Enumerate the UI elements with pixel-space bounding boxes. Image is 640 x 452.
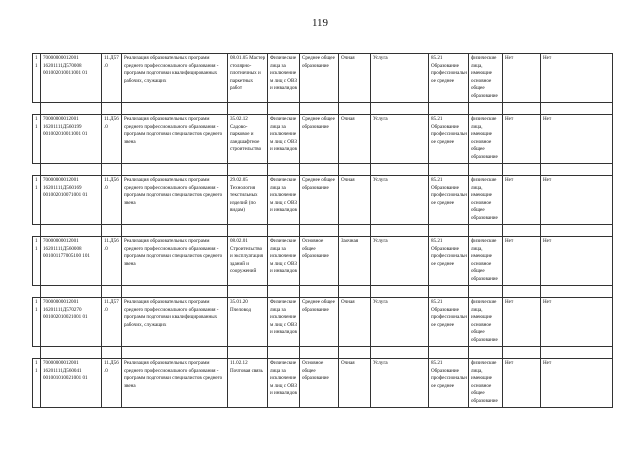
okved-cell: 85.21 Образование профессиональное среднее: [429, 115, 469, 164]
okved-cell: 85.21 Образование профессиональное среднее: [429, 237, 469, 286]
program-cell: 35.01.20 Пчеловод: [228, 298, 268, 347]
registry-number-cell: 70000000012001 16201111Д570270 001002010021001 01: [41, 298, 102, 347]
spacer-cell: [228, 164, 268, 176]
spacer-cell: [102, 347, 122, 359]
spacer-cell: [102, 225, 122, 237]
spacer-cell: [469, 225, 503, 237]
spacer-cell: [371, 225, 429, 237]
service-type-cell: Услуга: [371, 54, 429, 103]
service-name-cell: Реализация образовательных программ среднего профессионального образования - программ подготовки специалистов среднего звена: [122, 176, 228, 225]
flag-cell-1: Нет: [503, 359, 541, 408]
study-form-cell: Очная: [339, 54, 371, 103]
row-number-cell: 11: [33, 54, 41, 103]
consumers-cell: физические лица, имеющие основное общее образование: [469, 359, 503, 408]
row-spacer: [33, 225, 613, 237]
flag-cell-1: Нет: [503, 115, 541, 164]
spacer-cell: [371, 164, 429, 176]
service-code-cell: 11.Д56.0: [102, 176, 122, 225]
row-number-cell: 11: [33, 237, 41, 286]
spacer-cell: [41, 225, 102, 237]
registry-number-cell: 70000000012001 16201111Д560008 001001177005100 101: [41, 237, 102, 286]
flag-cell-2: Нет: [541, 176, 613, 225]
service-name-cell: Реализация образовательных программ среднего профессионального образования - программ подготовки специалистов среднего звена: [122, 237, 228, 286]
spacer-cell: [339, 347, 371, 359]
spacer-cell: [122, 225, 228, 237]
education-base-cell: Основное общее образование: [300, 237, 339, 286]
service-registry-table: [32, 53, 613, 408]
service-name-cell: Реализация образовательных программ среднего профессионального образования - программ подготовки квалифицированных рабочих, служащих: [122, 54, 228, 103]
service-type-cell: Услуга: [371, 359, 429, 408]
consumers-cell: физические лица, имеющие основное общее образование: [469, 298, 503, 347]
program-cell: 11.02.12 Почтовая связь: [228, 359, 268, 408]
spacer-cell: [541, 164, 613, 176]
spacer-cell: [371, 347, 429, 359]
education-base-cell: Основное общее образование: [300, 359, 339, 408]
education-base-cell: Среднее общее образование: [300, 54, 339, 103]
spacer-cell: [300, 103, 339, 115]
spacer-cell: [503, 347, 541, 359]
row-number-cell: 11: [33, 115, 41, 164]
spacer-cell: [339, 103, 371, 115]
consumer-category-cell: Физические лица за исключением лиц с ОВЗ и инвалидов: [268, 54, 300, 103]
spacer-cell: [33, 164, 41, 176]
spacer-cell: [102, 286, 122, 298]
spacer-cell: [469, 347, 503, 359]
spacer-cell: [541, 103, 613, 115]
spacer-cell: [33, 347, 41, 359]
okved-cell: 85.21 Образование профессиональное среднее: [429, 359, 469, 408]
flag-cell-1: Нет: [503, 237, 541, 286]
spacer-cell: [33, 225, 41, 237]
consumer-category-cell: Физические лица за исключением лиц с ОВЗ и инвалидов: [268, 237, 300, 286]
spacer-cell: [429, 103, 469, 115]
service-code-cell: 11.Д57.0: [102, 54, 122, 103]
spacer-cell: [541, 286, 613, 298]
registry-number-cell: 70000000012001 16201111Д560169 001002010071001 01: [41, 176, 102, 225]
service-type-cell: Услуга: [371, 298, 429, 347]
spacer-cell: [429, 347, 469, 359]
table-row: [33, 176, 613, 225]
spacer-cell: [469, 103, 503, 115]
service-code-cell: 11.Д56.0: [102, 237, 122, 286]
consumers-cell: физические лица, имеющие основное общее образование: [469, 176, 503, 225]
spacer-cell: [228, 347, 268, 359]
okved-cell: 85.21 Образование профессиональное среднее: [429, 176, 469, 225]
row-spacer: [33, 164, 613, 176]
spacer-cell: [41, 286, 102, 298]
spacer-cell: [268, 103, 300, 115]
spacer-cell: [41, 103, 102, 115]
spacer-cell: [300, 347, 339, 359]
education-base-cell: Среднее общее образование: [300, 115, 339, 164]
spacer-cell: [122, 347, 228, 359]
service-type-cell: Услуга: [371, 176, 429, 225]
spacer-cell: [228, 286, 268, 298]
spacer-cell: [339, 286, 371, 298]
spacer-cell: [122, 286, 228, 298]
spacer-cell: [339, 225, 371, 237]
flag-cell-1: Нет: [503, 298, 541, 347]
education-base-cell: Среднее общее образование: [300, 176, 339, 225]
service-code-cell: 11.Д56.0: [102, 359, 122, 408]
service-code-cell: 11.Д56.0: [102, 115, 122, 164]
spacer-cell: [33, 286, 41, 298]
spacer-cell: [503, 103, 541, 115]
study-form-cell: Очная: [339, 115, 371, 164]
table-row: [33, 359, 613, 408]
row-spacer: [33, 103, 613, 115]
study-form-cell: Очная: [339, 176, 371, 225]
education-base-cell: Среднее общее образование: [300, 298, 339, 347]
flag-cell-1: Нет: [503, 176, 541, 225]
spacer-cell: [503, 225, 541, 237]
study-form-cell: Заочная: [339, 237, 371, 286]
spacer-cell: [503, 286, 541, 298]
consumers-cell: физические лица, имеющие основное общее образование: [469, 115, 503, 164]
consumers-cell: физические лица, имеющие основное общее образование: [469, 237, 503, 286]
study-form-cell: Очная: [339, 298, 371, 347]
spacer-cell: [41, 347, 102, 359]
consumer-category-cell: Физические лица за исключением лиц с ОВЗ и инвалидов: [268, 298, 300, 347]
consumer-category-cell: Физические лица за исключением лиц с ОВЗ и инвалидов: [268, 115, 300, 164]
flag-cell-2: Нет: [541, 298, 613, 347]
spacer-cell: [339, 164, 371, 176]
registry-number-cell: 70000000012001 16201111Д560199 001002010011001 01: [41, 115, 102, 164]
flag-cell-2: Нет: [541, 359, 613, 408]
okved-cell: 85.21 Образование профессиональное среднее: [429, 298, 469, 347]
spacer-cell: [102, 164, 122, 176]
spacer-cell: [429, 164, 469, 176]
service-type-cell: Услуга: [371, 115, 429, 164]
spacer-cell: [503, 164, 541, 176]
service-code-cell: 11.Д57.0: [102, 298, 122, 347]
spacer-cell: [102, 103, 122, 115]
spacer-cell: [541, 225, 613, 237]
spacer-cell: [228, 225, 268, 237]
service-name-cell: Реализация образовательных программ среднего профессионального образования - программ подготовки специалистов среднего звена: [122, 115, 228, 164]
spacer-cell: [268, 286, 300, 298]
table-row: [33, 54, 613, 103]
spacer-cell: [268, 164, 300, 176]
row-spacer: [33, 286, 613, 298]
registry-number-cell: 70000000012001 16201111Д560041 001001010021001 01: [41, 359, 102, 408]
okved-cell: 85.21 Образование профессиональное среднее: [429, 54, 469, 103]
spacer-cell: [122, 164, 228, 176]
spacer-cell: [429, 225, 469, 237]
flag-cell-1: Нет: [503, 54, 541, 103]
consumer-category-cell: Физические лица за исключением лиц с ОВЗ и инвалидов: [268, 176, 300, 225]
spacer-cell: [300, 286, 339, 298]
study-form-cell: Очная: [339, 359, 371, 408]
spacer-cell: [371, 103, 429, 115]
spacer-cell: [429, 286, 469, 298]
service-name-cell: Реализация образовательных программ среднего профессионального образования - программ подготовки квалифицированных рабочих, служащих: [122, 298, 228, 347]
row-spacer: [33, 347, 613, 359]
row-number-cell: 11: [33, 359, 41, 408]
service-type-cell: Услуга: [371, 237, 429, 286]
spacer-cell: [300, 164, 339, 176]
flag-cell-2: Нет: [541, 115, 613, 164]
spacer-cell: [469, 164, 503, 176]
page-number: 119: [311, 17, 329, 29]
row-number-cell: 11: [33, 298, 41, 347]
service-name-cell: Реализация образовательных программ среднего профессионального образования - программ подготовки специалистов среднего звена: [122, 359, 228, 408]
consumers-cell: физические лица, имеющие основное общее образование: [469, 54, 503, 103]
flag-cell-2: Нет: [541, 237, 613, 286]
flag-cell-2: Нет: [541, 54, 613, 103]
spacer-cell: [371, 286, 429, 298]
program-cell: 35.02.12 Садово-парковое и ландшафтное строительство: [228, 115, 268, 164]
consumer-category-cell: Физические лица за исключением лиц с ОВЗ и инвалидов: [268, 359, 300, 408]
registry-number-cell: 70000000012001 16201111Д570008 001002010011001 01: [41, 54, 102, 103]
spacer-cell: [228, 103, 268, 115]
table-row: [33, 298, 613, 347]
spacer-cell: [33, 103, 41, 115]
spacer-cell: [268, 347, 300, 359]
spacer-cell: [268, 225, 300, 237]
spacer-cell: [541, 347, 613, 359]
spacer-cell: [300, 225, 339, 237]
table-body: [33, 54, 613, 408]
spacer-cell: [469, 286, 503, 298]
spacer-cell: [122, 103, 228, 115]
table-row: [33, 115, 613, 164]
row-number-cell: 11: [33, 176, 41, 225]
spacer-cell: [41, 164, 102, 176]
program-cell: 08.02.01 Строительство и эксплуатация зданий и сооружений: [228, 237, 268, 286]
program-cell: 29.02.05 Технология текстильных изделий (по видам): [228, 176, 268, 225]
program-cell: 08.01.05 Мастер столярно-плотничных и паркетных работ: [228, 54, 268, 103]
table-row: [33, 237, 613, 286]
